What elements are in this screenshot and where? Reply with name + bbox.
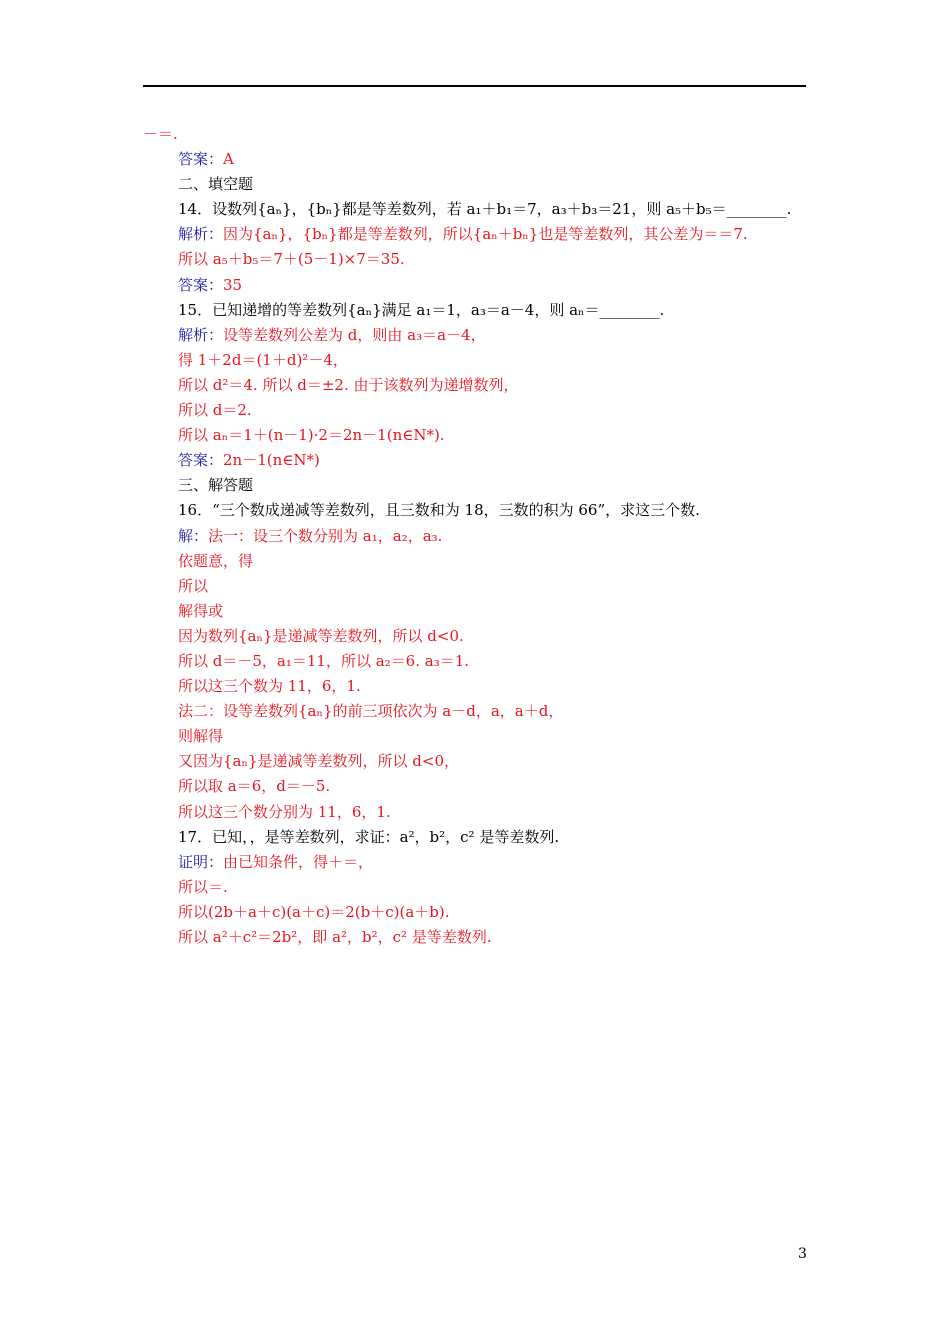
text-line	[143, 348, 823, 373]
text-segment: 法二：设等差数列{aₙ}的前三项依次为 a－d，a，a＋d，	[178, 702, 564, 721]
text-line	[143, 498, 823, 523]
document-body	[143, 122, 823, 950]
text-line	[143, 850, 823, 875]
text-segment: 所以 d²＝4. 所以 d＝±2. 由于该数列为递增数列，	[178, 375, 519, 394]
text-line	[143, 825, 823, 850]
text-segment: 依题意，得	[178, 551, 254, 570]
text-line	[143, 273, 823, 298]
text-segment: 由已知条件，得＋＝，	[223, 852, 374, 871]
text-segment: 二、填空题	[178, 175, 254, 194]
text-line	[143, 423, 823, 448]
text-segment: 答案：	[178, 275, 224, 294]
text-line	[143, 524, 823, 549]
text-line	[143, 699, 823, 724]
text-segment: 法一：设三个数分别为 a₁，a₂，a₃.	[208, 526, 443, 545]
text-line	[143, 298, 823, 323]
text-segment: 2n－1(n∈N*)	[223, 451, 320, 470]
text-segment: 所以这三个数分别为 11，6，1.	[178, 802, 391, 821]
page-number: 3	[798, 1246, 807, 1262]
text-segment: 35	[223, 275, 243, 294]
text-line	[143, 147, 823, 172]
text-segment: 所以 d＝－5，a₁＝11，所以 a₂＝6. a₃＝1.	[178, 651, 470, 670]
text-segment: 解得或	[178, 601, 224, 620]
text-line	[143, 473, 823, 498]
text-segment: 所以这三个数为 11，6，1.	[178, 677, 361, 696]
text-segment: 所以(2b＋a＋c)(a＋c)＝2(b＋c)(a＋b).	[178, 902, 450, 921]
text-segment: 设等差数列公差为 d，则由 a₃＝a－4，	[223, 325, 486, 344]
text-line	[143, 323, 823, 348]
text-line	[143, 800, 823, 825]
text-line	[143, 398, 823, 423]
text-segment: 因为{aₙ}，{bₙ}都是等差数列，所以{aₙ＋bₙ}也是等差数列，其公差为＝＝7.	[223, 225, 748, 244]
text-segment: －＝.	[143, 125, 178, 143]
text-segment: 所以取 a＝6，d＝－5.	[178, 777, 331, 796]
text-segment: 证明：	[178, 852, 224, 871]
text-segment: 又因为{aₙ}是递减等差数列，所以 d<0，	[178, 752, 460, 771]
header-rule	[143, 85, 806, 87]
text-segment: 因为数列{aₙ}是递减等差数列，所以 d<0.	[178, 626, 464, 645]
text-line	[143, 549, 823, 574]
text-segment: 则解得	[178, 727, 224, 746]
text-line	[143, 925, 823, 950]
text-segment: 16．“三个数成递减等差数列，且三数和为 18，三数的积为 66”，求这三个数.	[178, 501, 700, 520]
text-segment: 所以 a₅＋b₅＝7＋(5－1)×7＝35.	[178, 250, 405, 269]
text-segment: 所以＝.	[178, 877, 228, 896]
text-line	[143, 373, 823, 398]
text-line	[143, 649, 823, 674]
text-line	[143, 222, 823, 247]
text-line	[143, 197, 823, 222]
text-line	[143, 599, 823, 624]
text-segment: 解析：	[178, 325, 224, 344]
text-segment: 所以	[178, 576, 209, 595]
text-line	[143, 574, 823, 599]
text-segment: 得 1＋2d＝(1＋d)²－4，	[178, 350, 348, 369]
text-line	[143, 875, 823, 900]
text-segment: 答案：	[178, 451, 224, 470]
text-segment: 所以 d＝2.	[178, 401, 252, 420]
text-segment: 15．已知递增的等差数列{aₙ}满足 a₁＝1，a₃＝a－4，则 aₙ＝________.	[178, 300, 665, 319]
text-line	[143, 624, 823, 649]
text-segment: 解析：	[178, 225, 224, 244]
text-segment: 17．已知，，是等差数列，求证：a²，b²，c² 是等差数列.	[178, 827, 560, 846]
text-line	[143, 724, 823, 749]
text-segment: 所以 aₙ＝1＋(n－1)·2＝2n－1(n∈N*).	[178, 426, 445, 445]
text-line	[143, 674, 823, 699]
text-line	[143, 749, 823, 774]
text-segment: 所以 a²＋c²＝2b²，即 a²，b²，c² 是等差数列.	[178, 928, 492, 946]
text-segment: 答案：	[178, 150, 224, 169]
text-line	[143, 900, 823, 925]
text-segment: 三、解答题	[178, 476, 254, 495]
text-line	[143, 247, 823, 272]
text-segment: A	[223, 150, 234, 169]
text-segment: 解：	[178, 526, 209, 545]
text-line	[143, 122, 823, 147]
text-line	[143, 774, 823, 799]
text-line	[143, 172, 823, 197]
text-segment: 14．设数列{aₙ}，{bₙ}都是等差数列，若 a₁＋b₁＝7，a₃＋b₃＝21，则 a₅＋b₅＝________.	[178, 200, 792, 219]
text-line	[143, 448, 823, 473]
